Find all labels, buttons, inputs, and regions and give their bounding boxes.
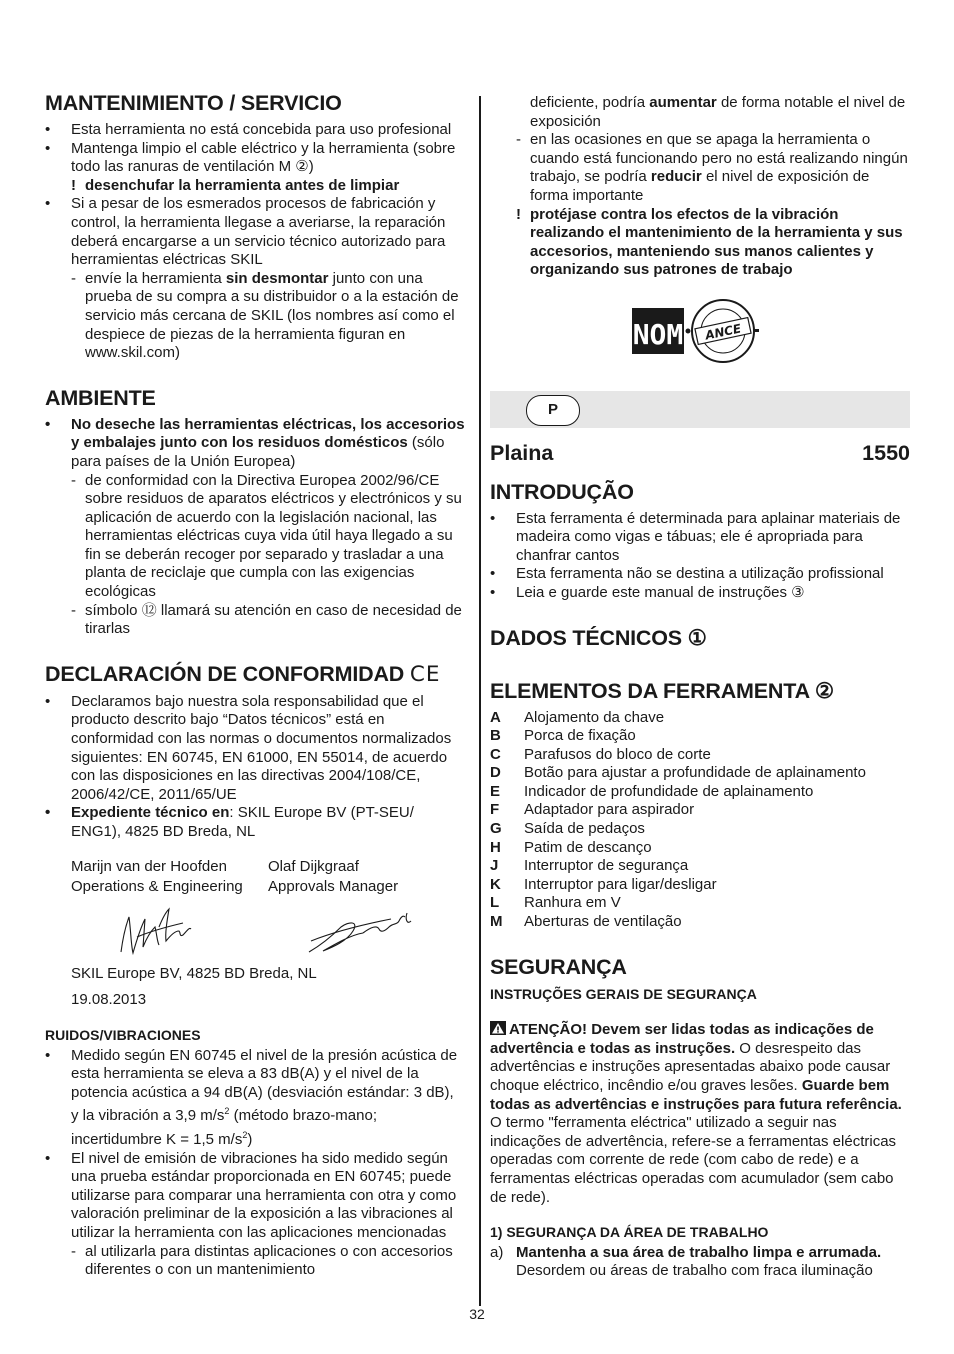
parts-list-item (490, 839, 910, 858)
list-item: • Leia e guarde este manual de instruções ③ (490, 583, 805, 601)
part-key: H (490, 838, 501, 856)
section-title-ruidos: RUIDOS/VIBRACIONES (45, 1026, 201, 1043)
list-item: • No deseche las herramientas eléctricas, los accesorios y embalajes junto con los residuos domésticos (sólo para países de la Unión Europea) (45, 415, 465, 470)
part-label: Ranhura em V (524, 894, 621, 912)
parts-list-item (490, 746, 910, 765)
warning-line: ! protéjase contra los efectos de la vibración realizando el mantenimiento de la herramienta y sus accesorios, manteniendo sus manos calientes y organizando sus patrones de trabajo (516, 205, 903, 279)
list-item: • El nivel de emisión de vibraciones ha sido medido según una prueba estándar proporcionada en EN 60745; puede utilizarse para comparar una herramienta con otra y como valoración preliminar de la exposición a las vibraciones al utilizar la herramienta con las aplicaciones mencionadas (45, 1149, 457, 1241)
section-title-seguranca: SEGURANÇA (490, 954, 627, 979)
part-key: A (490, 708, 501, 726)
list-item: a) Mantenha a sua área de trabalho limpa e arrumada. Desordem ou áreas de trabalho com fraca iluminação (490, 1243, 882, 1280)
parts-list-item (490, 894, 910, 913)
sub-item: - de conformidad con la Directiva Europea 2002/96/CE sobre residuos de aparatos eléctricos y electrónicos y su aplicación de acuerdo con la legislación nacional, las herramientas eléctricas cuya vida útil haya llegado a su fin se deberán recoger por separado y trasladar a una planta de reciclaje que cumpla con las exigencias ecológicas (71, 471, 462, 601)
part-label: Botão para ajustar a profundidade de aplainamento (524, 764, 866, 782)
parts-list-item (490, 876, 910, 895)
part-label: Interruptor para ligar/desligar (524, 875, 717, 893)
section-title-mantenimiento: MANTENIMIENTO / SERVICIO (45, 91, 342, 115)
section-title-elementos: ELEMENTOS DA FERRAMENTA ② (490, 678, 834, 703)
nom-text: NOM (632, 317, 684, 351)
signature-image (71, 897, 451, 965)
part-label: Alojamento da chave (524, 708, 665, 726)
signatory-roles: Operations & Engineering Approvals Manager (71, 878, 399, 896)
left-column (45, 90, 465, 1280)
warning-line: ! desenchufar la herramienta antes de limpiar (71, 176, 400, 194)
part-key: K (490, 875, 501, 893)
declaration-date: 19.08.2013 (71, 991, 147, 1009)
section-title-dados-tecnicos: DADOS TÉCNICOS ① (490, 625, 707, 650)
list-item: • Esta ferramenta é determinada para aplainar materiais de madeira como vigas e tábuas; ele é apropriada para chanfrar cantos (490, 509, 901, 564)
sub-item: - al utilizarla para distintas aplicaciones o con accesorios diferentes o con un mantenimiento (71, 1242, 453, 1279)
page-number: 32 (469, 1306, 485, 1322)
column-divider (479, 96, 481, 1306)
parts-list-item (490, 820, 910, 839)
part-key: D (490, 764, 501, 782)
part-key: B (490, 727, 501, 745)
part-key: L (490, 894, 500, 912)
part-label: Aberturas de ventilação (524, 913, 682, 931)
section-title-ambiente: AMBIENTE (45, 385, 156, 410)
list-item: • Expediente técnico en: SKIL Europe BV (PT-SEU/ ENG1), 4825 BD Breda, NL (45, 804, 414, 840)
list-item: • Declaramos bajo nuestra sola responsabilidad que el producto descrito bajo “Datos técnicos” está en conformidad con las normas o documentos normalizados siguientes: EN 60745, EN 61000, EN 55014, de acuerdo con las disposiciones en las directivas 2004/108/CE, 2006/42/CE, 2011/65/UE (45, 692, 452, 803)
list-item: • Esta ferramenta não se destina a utilização profissional (490, 565, 884, 583)
parts-list-item (490, 913, 910, 932)
nom-ance-logo (490, 286, 910, 381)
safety-paragraph: ATENÇÃO! Devem ser lidas todas as indicações de advertência e todas as instruções. O desrespeito das advertências e instruções apresentadas abaixo pode causar choque eléctrico, incêndio e/ou graves lesões. Guarde bem todas as advertências e instruções para futura referência. O termo "ferramenta eléctrica" utilizado a seguir nas indicações de advertência, refere-se a ferramentas eléctricas operadas com corrente de rede (com cabo de rede) e a ferramentas eléctricas operadas com acumulador (sem cabo de rede). (490, 1021, 902, 1206)
subsection-title-area: 1) SEGURANÇA DA ÁREA DE TRABALHO (490, 1224, 769, 1241)
right-column (490, 94, 910, 1281)
part-label: Saída de pedaços (524, 820, 645, 838)
sub-item: - en las ocasiones en que se apaga la herramienta o cuando está funcionando pero no está realizando ningún trabajo, se podría reducir el nivel de exposición de forma importante (516, 131, 908, 204)
parts-list-item (490, 857, 910, 876)
part-label: Porca de fixação (524, 727, 636, 745)
list-item: • Medido según EN 60745 el nivel de la presión acústica de esta herramienta se eleva a 83 dB(A) y el nivel de la potencia acústica a 94 dB(A) (desviación estándar: 3 dB), y la vibración a 3,9 $m/s^2$ (método brazo-mano; incertidumbre K = 1,5 $m/s^2$) (45, 1046, 458, 1148)
part-key: E (490, 782, 501, 800)
language-bar (490, 391, 910, 428)
product-name: Plaina (490, 440, 554, 465)
warning-triangle-icon (490, 1021, 506, 1035)
parts-list-item (490, 801, 910, 820)
list-item: • Si a pesar de los esmerados procesos de fabricación y control, la herramienta llegase a averiarse, la reparación deberá encargarse a un servicio técnico autorizado para herramientas eléctricas SKIL (45, 195, 446, 269)
certification-logo-icon (490, 286, 910, 381)
part-label: Parafusos do bloco de corte (524, 745, 711, 763)
product-model: 1550 (862, 440, 910, 465)
part-key: J (490, 857, 499, 875)
parts-list-item (490, 783, 910, 802)
company-address: SKIL Europe BV, 4825 BD Breda, NL (71, 964, 317, 982)
sub-item: - símbolo ⑫ llamará su atención en caso de necesidad de tirarlas (71, 601, 462, 638)
part-key: M (490, 913, 503, 931)
ce-mark-icon: CE (409, 661, 441, 687)
part-label: Interruptor de segurança (524, 857, 689, 875)
list-item: • Esta herramienta no está concebida para uso profesional (45, 121, 452, 138)
parts-list-item (490, 709, 910, 728)
section-title-declaracion: DECLARACIÓN DE CONFORMIDAD CE (45, 661, 441, 687)
sub-item: deficiente, podría aumentar de forma notable el nivel de exposición (530, 94, 906, 130)
part-key: F (490, 801, 500, 819)
part-key: G (490, 820, 502, 838)
list-item: • Mantenga limpio el cable eléctrico y la herramienta (sobre todo las ranuras de ventilación M ②) (45, 139, 456, 176)
language-badge: P (526, 395, 580, 426)
product-header (490, 440, 910, 465)
part-label: Indicador de profundidade de aplainamento (524, 782, 814, 800)
parts-list-item (490, 727, 910, 746)
parts-list (490, 709, 910, 932)
part-key: C (490, 745, 501, 763)
part-label: Adaptador para aspirador (524, 801, 695, 819)
ance-text: ANCE (703, 321, 743, 343)
subsection-title: INSTRUÇÕES GERAIS DE SEGURANÇA (490, 985, 757, 1002)
signatory-names: Marijn van der Hoofden Olaf Dijkgraaf (71, 857, 359, 875)
part-label: Patim de descanço (524, 838, 652, 856)
signatures (71, 897, 465, 965)
sub-item: - envíe la herramienta sin desmontar junto con una prueba de su compra a su distribuidor o a la estación de servicio más cercana de SKIL (los nombres así como el despiece de piezas de la herramienta figuran en www.skil.com) (71, 269, 459, 362)
parts-list-item (490, 764, 910, 783)
section-title-introducao: INTRODUÇÃO (490, 479, 634, 504)
